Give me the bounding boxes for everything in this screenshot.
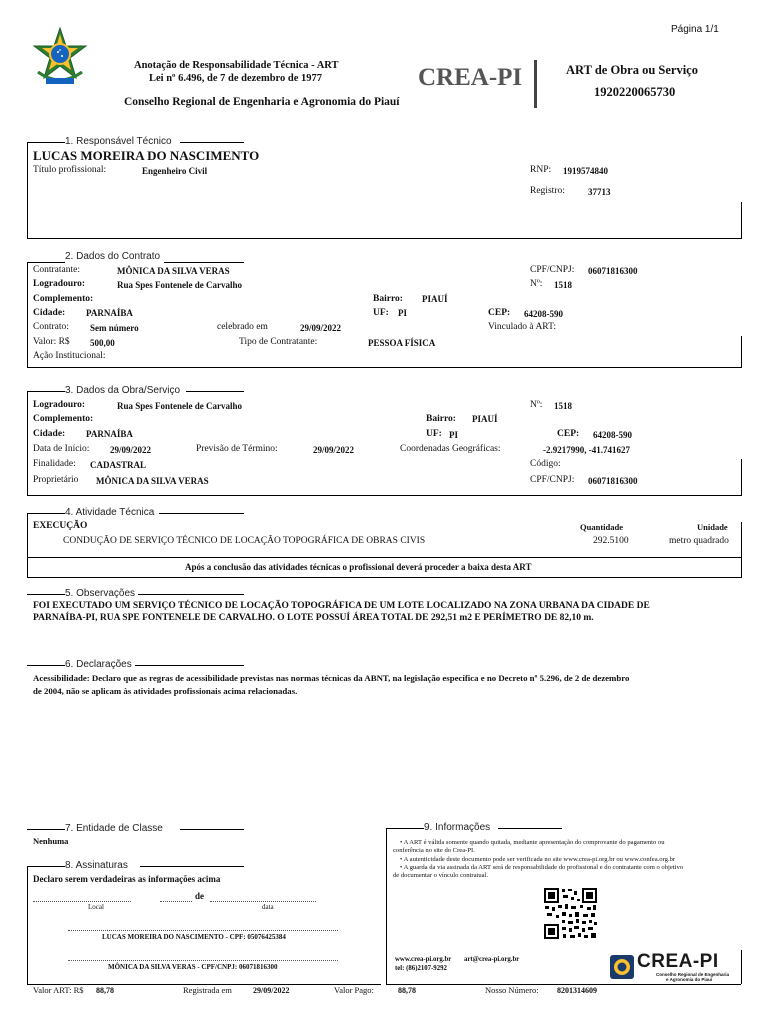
num-label: Nº: [530, 279, 543, 289]
acao-label: Ação Institucional: [33, 351, 106, 361]
contratante-value: MÔNICA DA SILVA VERAS [117, 266, 230, 276]
registro-value: 37713 [588, 187, 611, 197]
valor-value: 500,00 [90, 338, 115, 348]
section5-title: 5. Observações [65, 588, 136, 599]
contrato-label: Contrato: [33, 322, 69, 332]
coord-value: -2.9217990, -41.741627 [543, 445, 630, 455]
obra-num-label: Nº: [530, 400, 543, 410]
info-3a: • A guarda da via assinada da ART será de responsabilidade do profissional e do contratante com o objetivo [400, 864, 684, 871]
vinculado-label: Vinculado à ART: [488, 322, 557, 332]
finalidade-label: Finalidade: [33, 459, 76, 469]
cpf-value: 06071816300 [588, 266, 638, 276]
info-3b: de documentar o vínculo contratual. [393, 872, 489, 879]
info-site[interactable]: www.crea-pi.org.br [395, 956, 452, 963]
obra-cidade-label: Cidade: [33, 429, 66, 439]
footer-valor-value: 88,78 [96, 986, 114, 995]
footer-registrada-label: Registrada em [183, 985, 232, 995]
crea-title: CREA-PI [418, 64, 523, 91]
obra-cidade-value: PARNAÍBA [86, 429, 133, 439]
crea-logo-text: CREA-PI [637, 951, 719, 972]
signature-line-1 [68, 930, 338, 931]
footer-valor-label: Valor ART: R$ [33, 985, 84, 995]
obra-complemento-label: Complemento: [33, 414, 94, 424]
codigo-label: Código: [530, 459, 561, 469]
obra-cep-value: 64208-590 [593, 430, 632, 440]
rnp-value: 1919574840 [563, 166, 608, 176]
proprietario-value: MÔNICA DA SILVA VERAS [96, 476, 209, 486]
inicio-value: 29/09/2022 [110, 445, 152, 455]
obra-cpf-value: 06071816300 [588, 476, 638, 486]
header-council: Conselho Regional de Engenharia e Agronomia do Piauí [124, 96, 400, 108]
info-tel: tel: (86)2107-9292 [395, 965, 447, 972]
art-type: ART de Obra ou Serviço [566, 63, 698, 77]
section8-title: 8. Assinaturas [65, 860, 128, 871]
obra-uf-label: UF: [426, 429, 442, 439]
signature-1-name: LUCAS MOREIRA DO NASCIMENTO - CPF: 05076425384 [102, 933, 286, 941]
celebrado-label: celebrado em [217, 322, 268, 332]
uf-value: PI [398, 308, 407, 318]
unidade-header: Unidade [697, 522, 728, 532]
section3-title: 3. Dados da Obra/Serviço [65, 385, 181, 396]
section9-title: 9. Informações [424, 822, 491, 833]
crea-logo-sub2: e Agronomia do Piauí [666, 977, 713, 982]
cidade-label: Cidade: [33, 308, 66, 318]
num-value: 1518 [554, 280, 572, 290]
atividade-note: Após a conclusão das atividades técnicas o profissional deverá proceder a baixa desta ART [185, 562, 532, 572]
execucao-label: EXECUÇÃO [33, 521, 88, 531]
crea-logo-sub1: Conselho Regional de Engenharia [656, 972, 730, 977]
contratante-label: Contratante: [33, 265, 80, 275]
declaro-text: Declaro serem verdadeiras as informações acima [33, 874, 221, 884]
bairro-value: PIAUÍ [422, 294, 448, 304]
registro-label: Registro: [530, 186, 565, 196]
section4-title: 4. Atividade Técnica [65, 507, 155, 518]
footer-pago-label: Valor Pago: [334, 985, 374, 995]
celebrado-value: 29/09/2022 [300, 323, 342, 333]
header-line2: Lei nº 6.496, de 7 de dezembro de 1977 [149, 73, 323, 84]
obra-cpf-label: CPF/CNPJ: [530, 475, 575, 485]
observacoes-line2: PARNAÍBA-PI, RUA SPE FONTENELE DE CARVALHO. O LOTE POSSUÍ ÁREA TOTAL DE 292,51 m2 E PERÍMETRO DE 82,10 m. [33, 613, 594, 623]
obra-bairro-label: Bairro: [426, 414, 456, 424]
cep-value: 64208-590 [524, 309, 563, 319]
coat-of-arms-emblem [28, 26, 92, 92]
footer-pago-value: 88,78 [398, 986, 416, 995]
responsavel-name: LUCAS MOREIRA DO NASCIMENTO [33, 148, 260, 163]
rnp-label: RNP: [530, 165, 552, 175]
de-text: de [195, 891, 204, 901]
logradouro-value: Rua Spes Fontenele de Carvalho [117, 280, 243, 290]
info-2: • A autenticidade deste documento pode ser verificada no site www.crea-pi.org.br ou www.confea.org.br [400, 856, 676, 863]
uf-label: UF: [373, 308, 389, 318]
signature-2-name: MÔNICA DA SILVA VERAS - CPF/CNPJ: 06071816300 [108, 963, 278, 971]
footer-nosso-label: Nosso Número: [485, 985, 539, 995]
obra-cep-label: CEP: [557, 429, 580, 439]
observacoes-line1: FOI EXECUTADO UM SERVIÇO TÉCNICO DE LOCAÇÃO TOPOGRÁFICA DE UM LOTE LOCALIZADO NA ZONA URBANA DA CIDADE DE [33, 601, 650, 611]
section2-title: 2. Dados do Contrato [65, 251, 161, 262]
declaracoes-line1: Acessibilidade: Declaro que as regras de acessibilidade previstas nas normas técnicas da ABNT, na legislação específica e no Decreto nº 5.296, de 2 de dezembro [33, 673, 630, 683]
footer-nosso-value: 8201314609 [557, 986, 597, 995]
valor-label: Valor: R$ [33, 337, 70, 347]
header-divider [534, 60, 537, 108]
bairro-label: Bairro: [373, 294, 403, 304]
termino-label: Previsão de Término: [196, 444, 278, 454]
declaracoes-line2: de 2004, não se aplicam às atividades profissionais acima relacionadas. [33, 686, 298, 696]
section6-title: 6. Declarações [65, 659, 132, 670]
footer-registrada-value: 29/09/2022 [253, 986, 290, 995]
termino-value: 29/09/2022 [313, 445, 355, 455]
section1-title: 1. Responsável Técnico [65, 136, 172, 147]
cpf-label: CPF/CNPJ: [530, 265, 575, 275]
header-line1: Anotação de Responsabilidade Técnica - ART [134, 60, 339, 71]
qr-code[interactable] [543, 887, 598, 940]
local-label: Local [88, 903, 104, 911]
coord-label: Coordenadas Geográficas: [400, 444, 501, 454]
activity-description: CONDUÇÃO DE SERVIÇO TÉCNICO DE LOCAÇÃO TOPOGRÁFICA DE OBRAS CIVIS [63, 536, 426, 546]
logradouro-label: Logradouro: [33, 279, 86, 289]
contrato-value: Sem número [90, 323, 139, 333]
quantidade-header: Quantidade [580, 522, 623, 532]
tipo-value: PESSOA FÍSICA [368, 338, 436, 348]
tipo-label: Tipo de Contratante: [239, 337, 318, 347]
titulo-value: Engenheiro Civil [142, 166, 208, 176]
activity-quantidade: 292.5100 [593, 536, 629, 546]
data-label: data [262, 903, 274, 911]
info-1b: conferência no site do Crea-PI. [393, 847, 475, 854]
info-email[interactable]: art@crea-pi.org.br [464, 956, 520, 963]
obra-logradouro-value: Rua Spes Fontenele de Carvalho [117, 401, 243, 411]
obra-uf-value: PI [449, 430, 458, 440]
section7-title: 7. Entidade de Classe [65, 823, 163, 834]
obra-num-value: 1518 [554, 401, 572, 411]
page-number: Página 1/1 [671, 24, 719, 35]
entidade-value: Nenhuma [33, 836, 69, 846]
finalidade-value: CADASTRAL [90, 460, 147, 470]
info-1a: • A ART é válida somente quando quitada, mediante apresentação do comprovante do pagamento ou [400, 839, 665, 846]
titulo-label: Título profissional: [33, 165, 107, 175]
inicio-label: Data de Início: [33, 444, 90, 454]
activity-unidade: metro quadrado [669, 536, 729, 546]
cidade-value: PARNAÍBA [86, 308, 133, 318]
obra-bairro-value: PIAUÍ [472, 414, 498, 424]
obra-logradouro-label: Logradouro: [33, 400, 86, 410]
crea-logo-icon [609, 954, 635, 980]
proprietario-label: Proprietário [33, 475, 79, 485]
art-number: 1920220065730 [594, 85, 676, 99]
signature-line-2 [68, 960, 338, 961]
complemento-label: Complemento: [33, 294, 94, 304]
cep-label: CEP: [488, 308, 511, 318]
